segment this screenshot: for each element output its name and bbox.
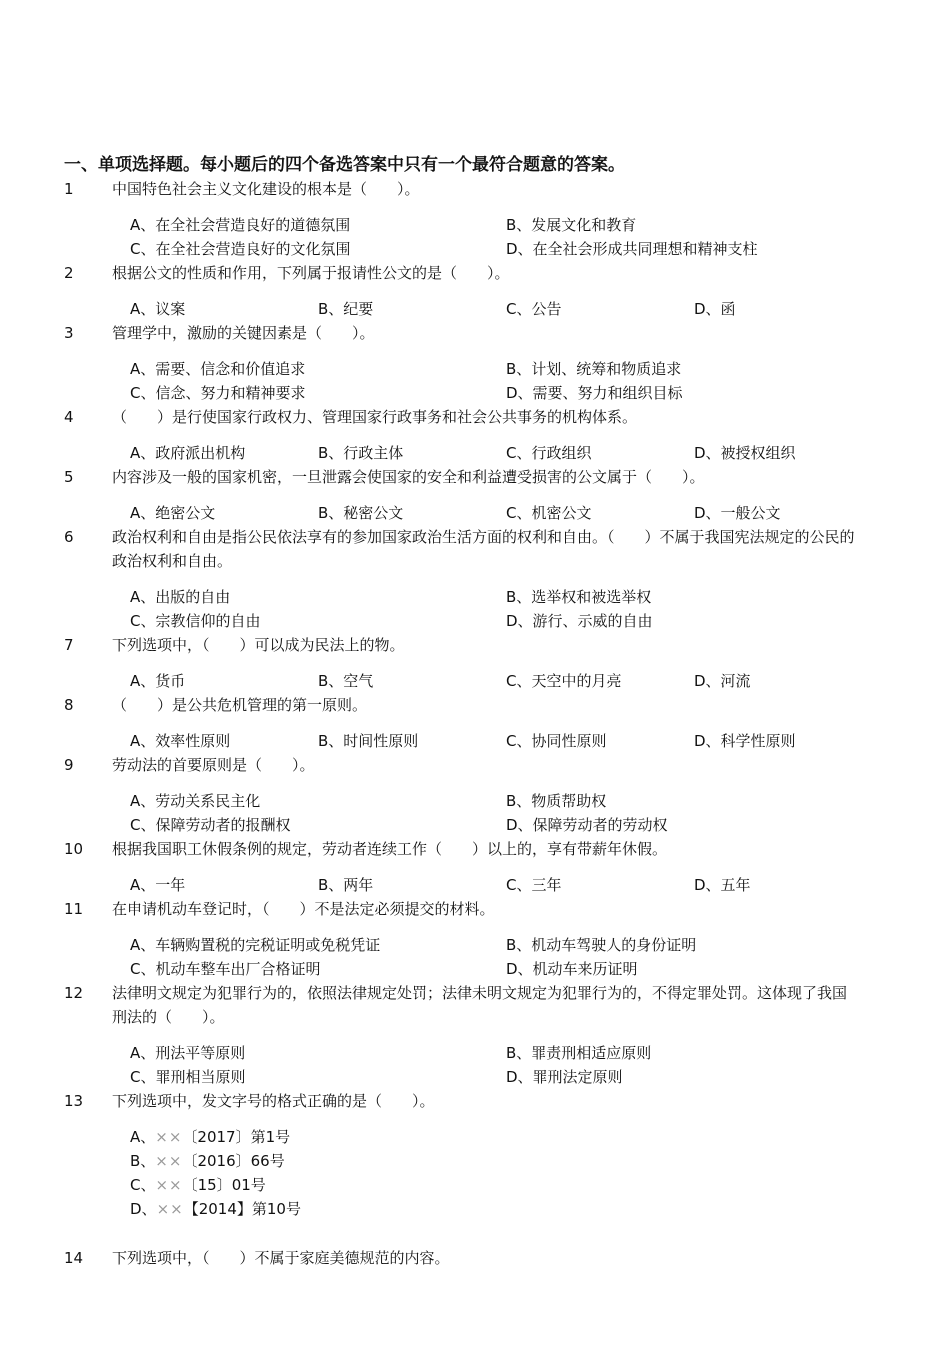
- option-c[interactable]: C、机密公文: [506, 504, 592, 522]
- question-stem: 中国特色社会主义文化建设的根本是（ ）。: [112, 180, 420, 198]
- option-a[interactable]: A、劳动关系民主化: [130, 792, 261, 810]
- question-stem: 内容涉及一般的国家机密，一旦泄露会使国家的安全和利益遭受损害的公文属于（ ）。: [112, 468, 705, 486]
- option-c[interactable]: C、协同性原则: [506, 732, 607, 750]
- option-b[interactable]: B、机动车驾驶人的身份证明: [506, 936, 697, 954]
- question-number: 8: [64, 696, 74, 714]
- question-stem: 法律明文规定为犯罪行为的，依照法律规定处罚；法律未明文规定为犯罪行为的，不得定罪处罚。这体现了我国刑法的（ ）。: [112, 984, 848, 1026]
- question-stem: 根据公文的性质和作用，下列属于报请性公文的是（ ）。: [112, 264, 510, 282]
- question-number: 12: [64, 984, 84, 1002]
- question-number: 13: [64, 1092, 84, 1110]
- option-d[interactable]: D、需要、努力和组织目标: [506, 384, 683, 402]
- option-b[interactable]: B、秘密公文: [318, 504, 404, 522]
- option-b[interactable]: B、罪责刑相适应原则: [506, 1044, 652, 1062]
- option-b[interactable]: B、发展文化和教育: [506, 216, 637, 234]
- question-number: 2: [64, 264, 74, 282]
- option-b[interactable]: B、计划、统筹和物质追求: [506, 360, 682, 378]
- option-b[interactable]: B、两年: [318, 876, 374, 894]
- question-number: 11: [64, 900, 84, 918]
- option-b[interactable]: B、空气: [318, 672, 374, 690]
- option-c[interactable]: C、天空中的月亮: [506, 672, 622, 690]
- question-number: 7: [64, 636, 74, 654]
- question-number: 4: [64, 408, 74, 426]
- option-a[interactable]: [130, 1125, 290, 1149]
- agency-placeholder: ××: [156, 1200, 184, 1218]
- option-a[interactable]: A、出版的自由: [130, 588, 231, 606]
- option-c[interactable]: C、信念、努力和精神要求: [130, 384, 306, 402]
- option-d[interactable]: D、机动车来历证明: [506, 960, 638, 978]
- option-d[interactable]: D、游行、示威的自由: [506, 612, 653, 630]
- question-stem: （ ）是行使国家行政权力、管理国家行政事务和社会公共事务的机构体系。: [112, 408, 638, 426]
- option-label: C、: [130, 1176, 156, 1194]
- option-d[interactable]: D、函: [694, 300, 736, 318]
- option-a[interactable]: A、绝密公文: [130, 504, 216, 522]
- question-number: 1: [64, 180, 74, 198]
- option-c[interactable]: C、公告: [506, 300, 562, 318]
- agency-placeholder: ××: [155, 1152, 183, 1170]
- option-text: 【2014】第10号: [183, 1200, 301, 1218]
- option-a[interactable]: A、政府派出机构: [130, 444, 246, 462]
- option-d[interactable]: D、在全社会形成共同理想和精神支柱: [506, 240, 758, 258]
- question-stem: 下列选项中，发文字号的格式正确的是（ ）。: [112, 1092, 435, 1110]
- question-stem: 政治权利和自由是指公民依法享有的参加国家政治生活方面的权利和自由。（ ）不属于我国宪法规定的公民的政治权利和自由。: [112, 528, 855, 570]
- option-text: 〔15〕01号: [182, 1176, 266, 1194]
- option-d[interactable]: D、被授权组织: [694, 444, 796, 462]
- option-c[interactable]: C、三年: [506, 876, 562, 894]
- question-number: 14: [64, 1249, 84, 1267]
- question-stem: （ ）是公共危机管理的第一原则。: [112, 696, 368, 714]
- section-heading: 一、单项选择题。每小题后的四个备选答案中只有一个最符合题意的答案。: [64, 155, 625, 175]
- option-d[interactable]: D、保障劳动者的劳动权: [506, 816, 668, 834]
- question-stem: 在申请机动车登记时，（ ）不是法定必须提交的材料。: [112, 900, 495, 918]
- option-b[interactable]: B、选举权和被选举权: [506, 588, 652, 606]
- option-d[interactable]: D、科学性原则: [694, 732, 796, 750]
- option-label: A、: [130, 1128, 156, 1146]
- question-stem: 根据我国职工休假条例的规定，劳动者连续工作（ ）以上的，享有带薪年休假。: [112, 840, 668, 858]
- option-a[interactable]: A、刑法平等原则: [130, 1044, 246, 1062]
- option-b[interactable]: B、纪要: [318, 300, 374, 318]
- option-b[interactable]: B、时间性原则: [318, 732, 419, 750]
- option-d[interactable]: D、罪刑法定原则: [506, 1068, 623, 1086]
- option-b[interactable]: B、行政主体: [318, 444, 404, 462]
- option-c[interactable]: C、行政组织: [506, 444, 592, 462]
- option-c[interactable]: C、保障劳动者的报酬权: [130, 816, 291, 834]
- option-a[interactable]: A、在全社会营造良好的道德氛围: [130, 216, 351, 234]
- question-stem: 下列选项中，（ ）可以成为民法上的物。: [112, 636, 405, 654]
- option-a[interactable]: A、议案: [130, 300, 186, 318]
- option-d[interactable]: D、五年: [694, 876, 751, 894]
- question-number: 10: [64, 840, 84, 858]
- option-d[interactable]: [130, 1197, 301, 1221]
- option-a[interactable]: A、货币: [130, 672, 186, 690]
- question-number: 9: [64, 756, 74, 774]
- option-c[interactable]: [130, 1173, 266, 1197]
- option-c[interactable]: C、在全社会营造良好的文化氛围: [130, 240, 351, 258]
- option-text: 〔2016〕66号: [182, 1152, 285, 1170]
- question-stem: 劳动法的首要原则是（ ）。: [112, 756, 315, 774]
- agency-placeholder: ××: [155, 1176, 183, 1194]
- option-label: D、: [130, 1200, 157, 1218]
- option-a[interactable]: A、一年: [130, 876, 186, 894]
- question-stem: 下列选项中，（ ）不属于家庭美德规范的内容。: [112, 1249, 450, 1267]
- question-number: 6: [64, 528, 74, 546]
- option-a[interactable]: A、效率性原则: [130, 732, 231, 750]
- question-number: 5: [64, 468, 74, 486]
- option-label: B、: [130, 1152, 156, 1170]
- option-c[interactable]: C、罪刑相当原则: [130, 1068, 246, 1086]
- option-a[interactable]: A、需要、信念和价值追求: [130, 360, 306, 378]
- option-b[interactable]: B、物质帮助权: [506, 792, 607, 810]
- question-stem: 管理学中，激励的关键因素是（ ）。: [112, 324, 375, 342]
- option-d[interactable]: D、一般公文: [694, 504, 781, 522]
- option-c[interactable]: C、宗教信仰的自由: [130, 612, 261, 630]
- option-a[interactable]: A、车辆购置税的完税证明或免税凭证: [130, 936, 381, 954]
- question-number: 3: [64, 324, 74, 342]
- option-d[interactable]: D、河流: [694, 672, 751, 690]
- option-b[interactable]: [130, 1149, 285, 1173]
- option-text: 〔2017〕第1号: [182, 1128, 291, 1146]
- agency-placeholder: ××: [155, 1128, 183, 1146]
- option-c[interactable]: C、机动车整车出厂合格证明: [130, 960, 321, 978]
